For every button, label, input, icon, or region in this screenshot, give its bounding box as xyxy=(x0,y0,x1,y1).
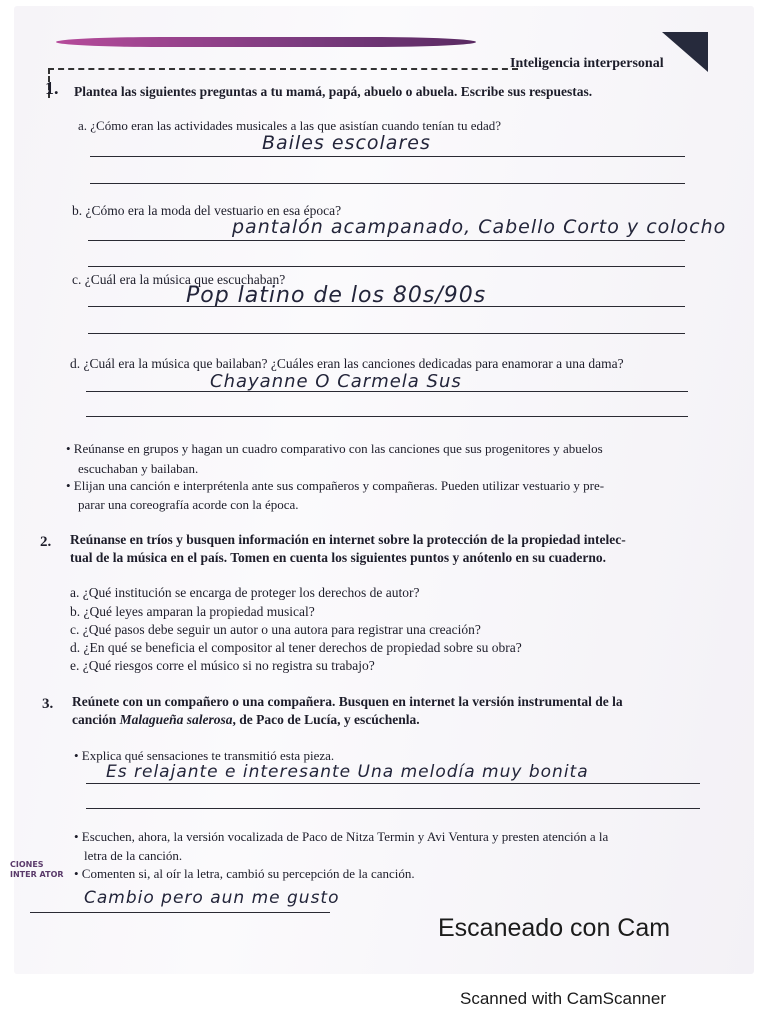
question-2d: d. ¿En qué se beneficia el compositor al tener derechos de propiedad sobre su obra? xyxy=(70,640,522,655)
question-1a-label: a. ¿Cómo eran las actividades musicales a las que asistían cuando tenían tu edad? xyxy=(78,118,502,133)
question-1-bullet-1-cont: escuchaban y bailaban. xyxy=(78,461,199,476)
question-3-answer-2: Cambio pero aun me gusto xyxy=(84,888,340,908)
question-1-bullet-2-cont: parar una coreografía acorde con la época. xyxy=(78,497,299,512)
section-title: Inteligencia interpersonal xyxy=(510,56,664,71)
question-2-number: 2. xyxy=(40,534,52,550)
scanner-footer: Scanned with CamScanner xyxy=(460,989,667,1008)
question-2c: c. ¿Qué pasos debe seguir un autor o una autora para registrar una creación? xyxy=(70,622,481,637)
answer-line xyxy=(86,391,688,392)
question-1c-answer: Pop latino de los 80s/90s xyxy=(186,283,487,308)
question-2e: e. ¿Qué riesgos corre el músico si no registra su trabajo? xyxy=(70,658,375,673)
question-1-number: 1. xyxy=(45,78,59,98)
question-1d-answer: Chayanne O Carmela Sus xyxy=(210,371,462,392)
stamp-seal: CIONES INTER ATOR xyxy=(10,860,64,879)
question-1b-label: b. ¿Cómo era la moda del vestuario en esa época? xyxy=(72,203,342,218)
answer-line xyxy=(88,306,685,307)
question-1-bullet-1: • Reúnanse en grupos y hagan un cuadro comparativo con las canciones que sus progenitores y abuelos xyxy=(66,441,603,456)
question-3-prompt-line-1: Reúnete con un compañero o una compañera. Busquen en internet la versión instrumental de la xyxy=(72,694,623,709)
question-2-prompt-line-1: Reúnanse en tríos y busquen información en internet sobre la protección de la propiedad intelec- xyxy=(70,532,626,547)
question-2-prompt-line-2: tual de la música en el país. Tomen en cuenta los siguientes puntos y anótenlo en su cuaderno. xyxy=(70,550,606,565)
question-1c-label: c. ¿Cuál era la música que escuchaban? xyxy=(72,272,286,287)
answer-line xyxy=(86,416,688,417)
question-3-prompt-line-2: canción Malagueña salerosa, de Paco de Lucía, y escúchenla. xyxy=(72,712,420,727)
header-corner-tab xyxy=(662,32,708,72)
scanner-watermark: Escaneado con Cam xyxy=(438,914,671,942)
header-dashed-rule xyxy=(48,68,518,70)
question-3-bullet-2: • Escuchen, ahora, la versión vocalizada de Paco de Nitza Termin y Avi Ventura y presten atención a la xyxy=(74,829,609,844)
answer-line xyxy=(88,333,685,334)
question-3-bullet-1: • Explica qué sensaciones te transmitió esta pieza. xyxy=(74,748,335,763)
question-3-bullet-3: • Comenten si, al oír la letra, cambió su percepción de la canción. xyxy=(74,866,415,881)
question-3-bullet-2-cont: letra de la canción. xyxy=(84,848,183,863)
question-3-number: 3. xyxy=(42,696,54,712)
question-2b: b. ¿Qué leyes amparan la propiedad musical? xyxy=(70,604,315,619)
question-1a-answer: Bailes escolares xyxy=(262,132,431,154)
question-1d-label: d. ¿Cuál era la música que bailaban? ¿Cuáles eran las canciones dedicadas para enamorar a una dama? xyxy=(70,356,624,371)
song-title: Malagueña salerosa xyxy=(119,712,233,727)
question-3-answer-1: Es relajante e interesante Una melodía muy bonita xyxy=(106,762,589,782)
answer-line xyxy=(88,240,685,241)
question-1b-answer: pantalón acampanado, Cabello Corto y colocho xyxy=(232,216,727,238)
header-accent-bar xyxy=(56,37,476,47)
answer-line xyxy=(90,183,685,184)
answer-line xyxy=(30,912,330,913)
answer-line xyxy=(90,156,685,157)
question-1-bullet-2: • Elijan una canción e interprétenla ante sus compañeros y compañeras. Pueden utilizar vestuario y pre- xyxy=(66,478,605,493)
answer-line xyxy=(86,808,700,809)
answer-line xyxy=(88,266,685,267)
question-2a: a. ¿Qué institución se encarga de proteger los derechos de autor? xyxy=(70,585,420,600)
answer-line xyxy=(86,783,700,784)
question-1-prompt: Plantea las siguientes preguntas a tu mamá, papá, abuelo o abuela. Escribe sus respuestas. xyxy=(74,84,593,99)
